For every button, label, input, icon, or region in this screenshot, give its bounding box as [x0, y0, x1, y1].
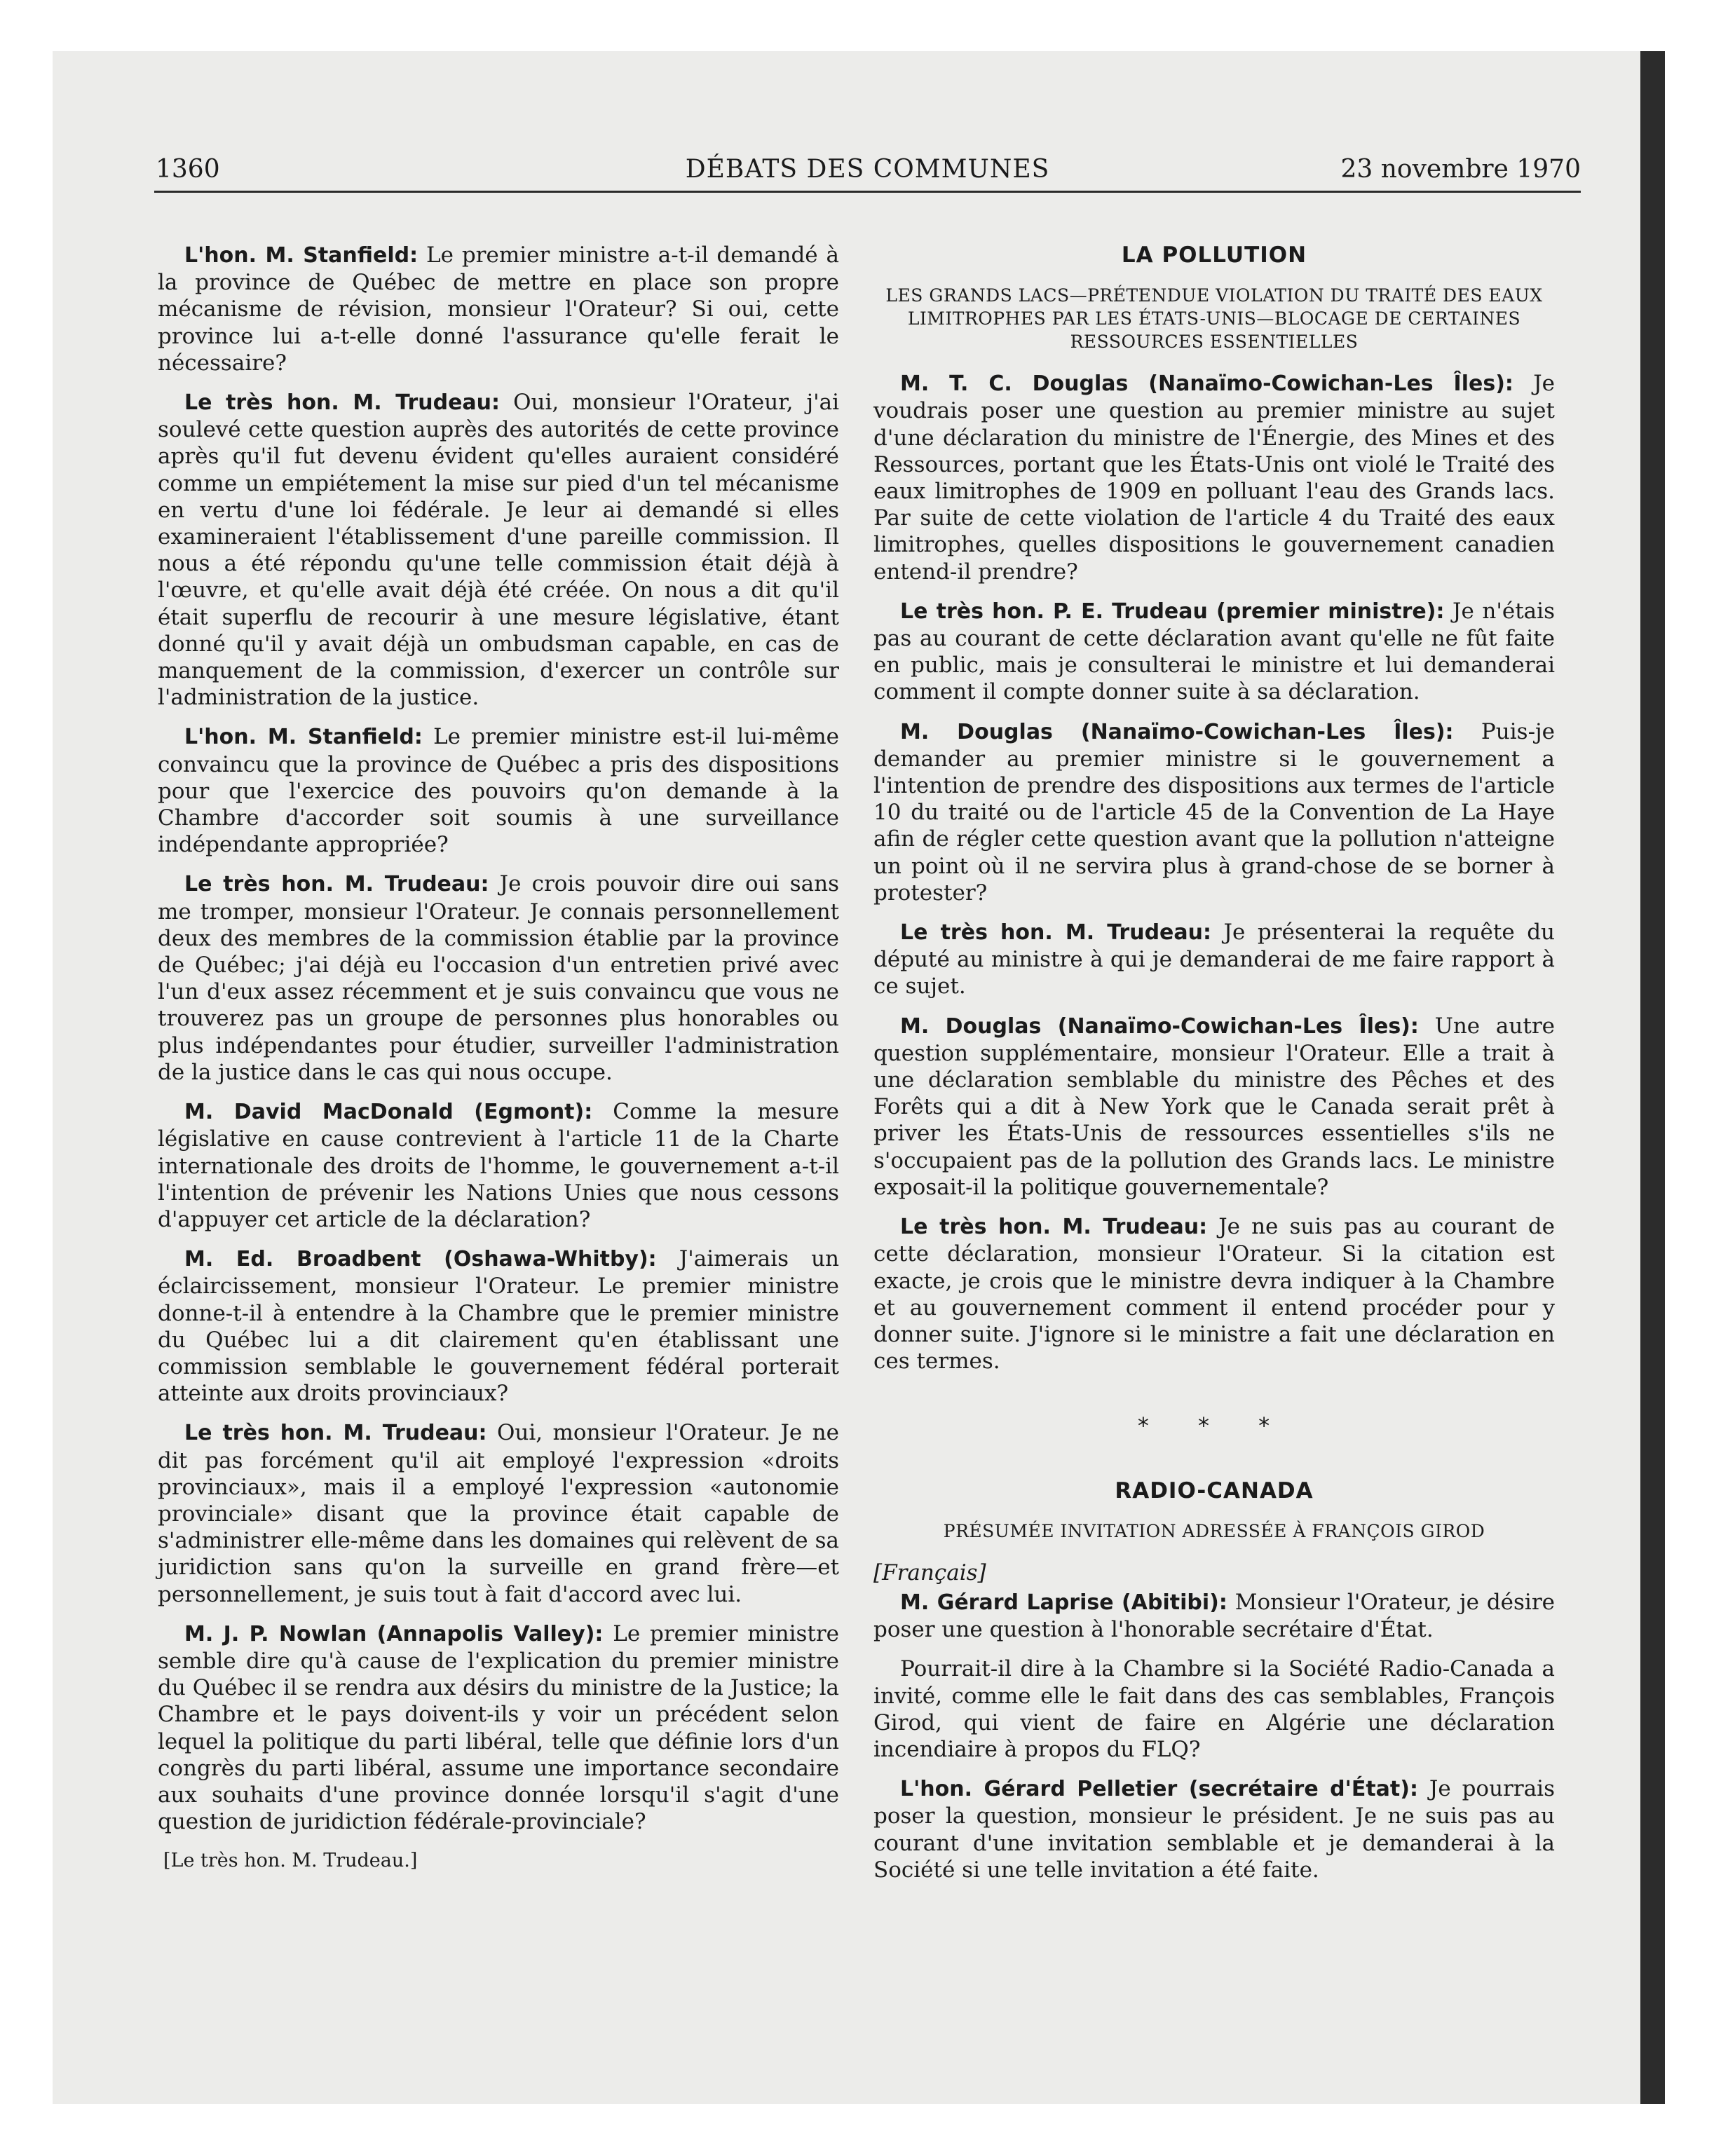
- speech-text: Une autre question supplémentaire, monsieur l'Orateur. Elle a trait à une déclaration semblable du ministre des Pêches et des Forêts qui a dit à New York que le Canada serait prêt à priver les États-Unis de ressources essentielles s'ils ne s'occupaient pas de la pollution des Grands lacs. Le ministre exposait-il la politique gouvernementale?: [873, 1013, 1555, 1200]
- section-separator: * * *: [1137, 1412, 1291, 1440]
- section-title-pollution: LA POLLUTION: [1121, 243, 1307, 268]
- speech-paragraph: [873, 1589, 1555, 1643]
- speech-paragraph: [158, 1098, 839, 1233]
- speech-text: Le premier ministre semble dire qu'à cause de l'explication du premier ministre du Québec il se rendra aux désirs du ministre de la Justice; la Chambre et le pays doivent-ils y voir un précédent selon lequel la politique du parti libéral, telle que définie lors d'un congrès du parti libéral, assume une importance secondaire aux souhaits d'une province donnée lorsqu'il s'agit d'une question de juridiction fédérale-provinciale?: [158, 1621, 840, 1835]
- speaker-attribution: [Le très hon. M. Trudeau.]: [163, 1850, 418, 1872]
- speech-paragraph: [158, 1621, 839, 1836]
- speaker-name: M. Douglas (Nanaïmo-Cowichan-Les Îles):: [900, 719, 1454, 744]
- speech-paragraph: [158, 1419, 839, 1607]
- speech-paragraph: [873, 1013, 1555, 1201]
- speech-paragraph: [158, 1246, 839, 1407]
- page-header: [154, 149, 1581, 193]
- section-subheading-radio-canada: PRÉSUMÉE INVITATION ADRESSÉE À FRANÇOIS GIROD: [943, 1520, 1485, 1541]
- speaker-name: M. T. C. Douglas (Nanaïmo-Cowichan-Les Îles):: [900, 371, 1513, 397]
- speaker-name: Le très hon. M. Trudeau:: [184, 872, 489, 897]
- speech-paragraph: [873, 1213, 1555, 1374]
- speaker-name: Le très hon. P. E. Trudeau (premier ministre):: [900, 599, 1445, 624]
- speaker-name: L'hon. Gérard Pelletier (secrétaire d'État):: [900, 1777, 1418, 1802]
- speech-text: Je n'étais pas au courant de cette déclaration avant qu'elle ne fût faite en public, mais je consulterai le ministre et lui demanderai comment il compte donner suite à sa déclaration.: [873, 598, 1555, 705]
- speech-text: Pourrait-il dire à la Chambre si la Société Radio-Canada a invité, comme elle le fait dans des cas semblables, François Girod, qui vient de faire en Algérie une déclaration incendiaire à propos du FLQ?: [873, 1656, 1555, 1762]
- speech-paragraph: [158, 871, 839, 1086]
- speech-paragraph: [873, 919, 1555, 1000]
- speech-text: Je crois pouvoir dire oui sans me tromper, monsieur l'Orateur. Je connais personnellement deux des membres de la commission établie par la province de Québec; j'ai déjà eu l'occasion d'un entretien privé avec l'un d'eux assez récemment et je suis convaincu que vous ne trouverez pas un groupe de personnes plus honorables ou plus indépendantes pour étudier, surveiller l'administration de la justice dans le cas qui nous occupe.: [158, 871, 839, 1085]
- speech-text: Le premier ministre est-il lui-même convaincu que la province de Québec a pris des dispositions pour que l'exercice des pouvoirs qu'on demande à la Chambre d'accorder soit soumis à une surveillance indépendante appropriée?: [158, 724, 839, 858]
- speaker-name: L'hon. M. Stanfield:: [184, 725, 423, 750]
- left-column: [158, 242, 839, 1875]
- speech-paragraph: [873, 1656, 1555, 1763]
- speaker-name: Le très hon. M. Trudeau:: [184, 1421, 487, 1446]
- speaker-name: Le très hon. M. Trudeau:: [900, 1215, 1208, 1240]
- speaker-name: M. Ed. Broadbent (Oshawa-Whitby):: [184, 1247, 657, 1272]
- speaker-name: Le très hon. M. Trudeau:: [900, 920, 1211, 946]
- speech-paragraph: [873, 598, 1555, 706]
- speech-paragraph: [873, 1775, 1555, 1883]
- speaker-name: Le très hon. M. Trudeau:: [184, 390, 501, 416]
- journal-title: DÉBATS DES COMMUNES: [685, 155, 1050, 184]
- speech-text: Monsieur l'Orateur, je désire poser une question à l'honorable secrétaire d'État.: [873, 1589, 1555, 1643]
- speaker-name: M. David MacDonald (Egmont):: [184, 1100, 593, 1125]
- book-spine-shadow: [1640, 51, 1665, 2104]
- speaker-name: M. Gérard Laprise (Abitibi):: [900, 1590, 1227, 1615]
- speech-text: Je présenterai la requête du député au ministre à qui je demanderai de me faire rapport à ce sujet.: [873, 920, 1555, 999]
- speech-text: Oui, monsieur l'Orateur, j'ai soulevé cette question auprès des autorités de cette province après qu'il fut devenu évident qu'elles auraient considéré comme un empiétement la mise sur pied d'un tel mécanisme en vertu d'une loi fédérale. Je leur ai demandé si elles examineraient l'établissement d'une pareille commission. Il nous a été répondu qu'une telle commission était déjà à l'œuvre, et qu'elle avait déjà été créée. On nous a dit qu'il était superflu de recourir à une mesure législative, étant donné qu'il y avait déjà un ombudsman capable, en cas de manquement de la commission, d'exercer un contrôle sur l'administration de la justice.: [158, 390, 840, 711]
- speech-paragraph: [158, 389, 839, 711]
- speaker-name: M. Douglas (Nanaïmo-Cowichan-Les Îles):: [900, 1014, 1419, 1039]
- speech-text: Le premier ministre a-t-il demandé à la province de Québec de mettre en place son propre mécanisme de révision, monsieur l'Orateur? Si oui, cette province lui a-t-elle donné l'assurance qu'elle ferait le nécessaire?: [158, 243, 839, 376]
- speech-text: Je ne suis pas au courant de cette déclaration, monsieur l'Orateur. Si la citation est exacte, je crois que le ministre devra indiquer à la Chambre et au gouvernement comment il entend procéder pour y donner suite. J'ignore si le ministre a fait une déclaration en ces termes.: [873, 1214, 1556, 1374]
- speech-paragraph: [873, 718, 1555, 906]
- speech-paragraph: [158, 242, 839, 376]
- sitting-date: 23 novembre 1970: [1340, 155, 1581, 184]
- section-subheading-pollution: LES GRANDS LACS—PRÉTENDUE VIOLATION DU TRAITÉ DES EAUX LIMITROPHES PAR LES ÉTATS-UNIS—BLOCAGE DE CERTAINES RESSOURCES ESSENTIELLES: [885, 285, 1543, 353]
- speech-text: Oui, monsieur l'Orateur. Je ne dit pas forcément qu'il ait employé l'expression «droits provinciaux», mais il a employé l'expression «autonomie provinciale» disant que la province était capable de s'administrer elle-même dans les domaines qui relèvent de sa juridiction sans qu'on la surveille en grand frère—et personnellement, je suis tout à fait d'accord avec lui.: [158, 1420, 839, 1607]
- language-note: [Français]: [873, 1560, 986, 1585]
- speaker-name: L'hon. M. Stanfield:: [184, 243, 419, 268]
- speech-text: J'aimerais un éclaircissement, monsieur l'Orateur. Le premier ministre donne-t-il à entendre à la Chambre que le premier ministre du Québec lui a dit clairement qu'en établissant une commission semblable le gouvernement fédéral porterait atteinte aux droits provinciaux?: [158, 1246, 840, 1407]
- speech-paragraph: [158, 723, 839, 858]
- page-number: 1360: [156, 155, 220, 184]
- speech-paragraph: [873, 370, 1555, 585]
- right-column: [873, 242, 1555, 1896]
- speech-text: Comme la mesure législative en cause contrevient à l'article 11 de la Charte internationale des droits de l'homme, le gouvernement a-t-il l'intention de prévenir les Nations Unies que nous cessons d'appuyer cet article de la déclaration?: [158, 1099, 839, 1232]
- speaker-name: M. J. P. Nowlan (Annapolis Valley):: [184, 1621, 604, 1646]
- speech-text: Puis-je demander au premier ministre si le gouvernement a l'intention de prendre des dispositions aux termes de l'article 10 du traité ou de l'article 45 de la Convention de La Haye afin de régler cette question avant que la pollution n'atteigne un point où il ne servira plus à grand-chose de se borner à protester?: [873, 718, 1556, 906]
- speech-text: Je voudrais poser une question au premier ministre au sujet d'une déclaration du ministre de l'Énergie, des Mines et des Ressources, portant que les États-Unis ont violé le Traité des eaux limitrophes de 1909 en polluant l'eau des Grands lacs. Par suite de cette violation de l'article 4 du Traité des eaux limitrophes, quelles dispositions le gouvernement canadien entend-il prendre?: [873, 371, 1556, 585]
- speech-text: Je pourrais poser la question, monsieur le président. Je ne suis pas au courant d'une invitation semblable et je demanderai à la Société si une telle invitation a été faite.: [873, 1776, 1555, 1883]
- section-title-radio-canada: RADIO-CANADA: [1115, 1478, 1314, 1503]
